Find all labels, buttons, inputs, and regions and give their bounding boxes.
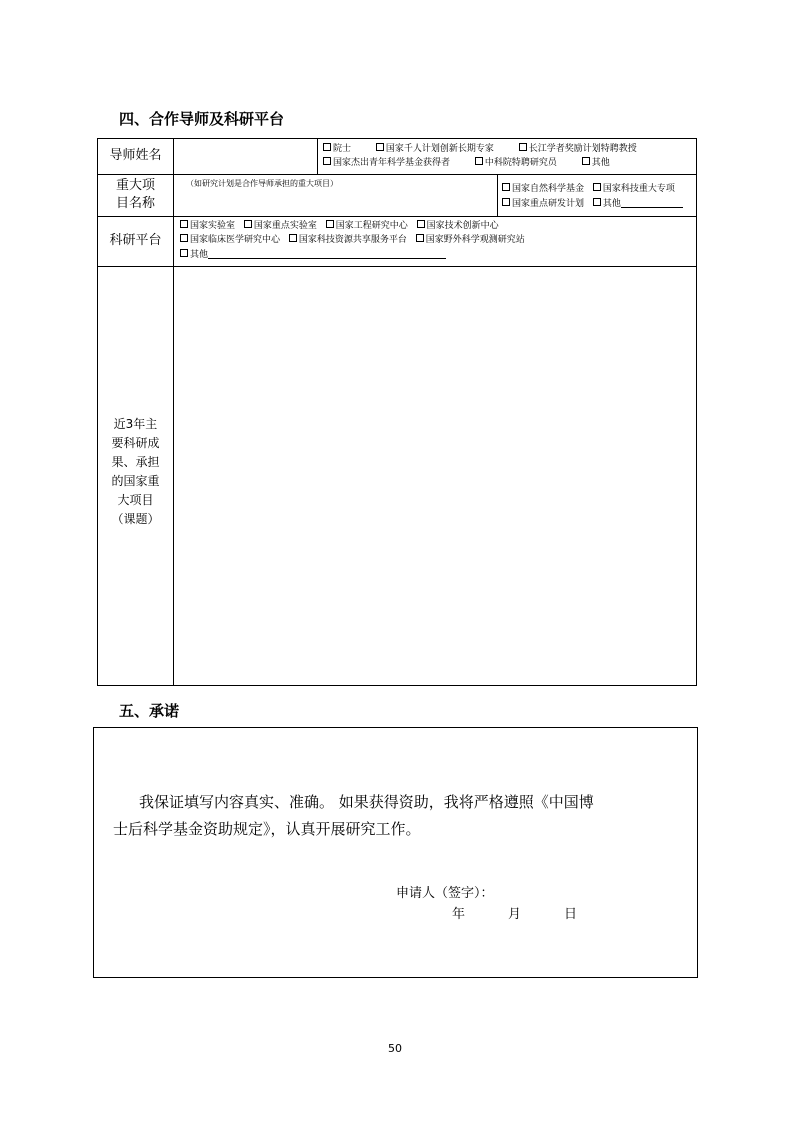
- option-other-platform[interactable]: 其他: [180, 248, 446, 262]
- page-number: 50: [388, 1042, 402, 1055]
- option-key-lab[interactable]: 国家重点实验室: [244, 220, 317, 233]
- checkbox-icon: [502, 198, 510, 206]
- option-thousand-talents[interactable]: 国家千人计划创新长期专家: [376, 143, 494, 156]
- applicant-signature-field[interactable]: [500, 880, 680, 900]
- option-key-rd[interactable]: 国家重点研发计划: [502, 198, 584, 211]
- checkbox-icon: [289, 234, 297, 242]
- pledge-text-line2: 士后科学基金资助规定》，认真开展研究工作。: [113, 820, 421, 838]
- achievements-label: 近3年主 要科研成 果、承担 的国家重 大项目 （课题）: [111, 417, 160, 526]
- other-platform-blank[interactable]: [208, 248, 446, 259]
- checkbox-icon: [593, 198, 601, 206]
- applicant-signature-label: 申请人（签字）：: [396, 886, 494, 901]
- checkbox-icon: [326, 220, 334, 228]
- checkbox-icon: [323, 143, 331, 151]
- checkbox-icon: [376, 143, 384, 151]
- mentor-name-label: 导师姓名: [109, 148, 162, 163]
- date-year-label: 年: [452, 907, 466, 922]
- major-project-label: 重大项 目名称: [115, 178, 155, 211]
- checkbox-icon: [180, 234, 188, 242]
- project-type-options-row2: [502, 197, 689, 211]
- option-academician[interactable]: 院士: [323, 143, 351, 156]
- option-resource-sharing[interactable]: 国家科技资源共享服务平台: [289, 234, 407, 247]
- platform-options-row2: [180, 234, 531, 247]
- option-eng-center[interactable]: 国家工程研究中心: [326, 220, 408, 233]
- option-other-project[interactable]: 其他: [593, 197, 683, 211]
- project-type-options-row1: [502, 183, 681, 196]
- option-changjiang-scholar[interactable]: 长江学者奖励计划特聘教授: [519, 143, 637, 156]
- pledge-text-line1: 我保证填写内容真实、准确。 如果获得资助，我将严格遵照《中国博: [139, 793, 594, 811]
- major-project-field[interactable]: [174, 190, 496, 216]
- checkbox-icon: [519, 143, 527, 151]
- checkbox-icon: [502, 183, 510, 191]
- pledge-box: [93, 727, 698, 978]
- date-month-label: 月: [508, 907, 522, 922]
- checkbox-icon: [593, 183, 601, 191]
- major-project-hint: （如研究计划是合作导师承担的重大项目）: [186, 179, 338, 188]
- option-nsfc[interactable]: 国家自然科学基金: [502, 183, 584, 196]
- option-major-special[interactable]: 国家科技重大专项: [593, 183, 675, 196]
- section-5-title: 五、承诺: [119, 702, 180, 720]
- checkbox-icon: [582, 157, 590, 165]
- section-4-title: 四、合作导师及科研平台: [119, 110, 285, 128]
- achievements-field[interactable]: [174, 267, 696, 685]
- checkbox-icon: [244, 220, 252, 228]
- research-platform-label: 科研平台: [109, 233, 162, 248]
- option-distinguished-young[interactable]: 国家杰出青年科学基金获得者: [323, 157, 450, 170]
- platform-options-row3: [180, 248, 452, 262]
- option-cas-professor[interactable]: 中科院特聘研究员: [475, 157, 557, 170]
- checkbox-icon: [417, 220, 425, 228]
- mentor-title-options-row1: [323, 143, 643, 156]
- checkbox-icon: [323, 157, 331, 165]
- checkbox-icon: [475, 157, 483, 165]
- option-clinical-center[interactable]: 国家临床医学研究中心: [180, 234, 280, 247]
- option-tech-innovation[interactable]: 国家技术创新中心: [417, 220, 499, 233]
- date-day-label: 日: [564, 907, 578, 922]
- checkbox-icon: [180, 249, 188, 257]
- mentor-name-field[interactable]: [174, 139, 317, 174]
- option-field-station[interactable]: 国家野外科学观测研究站: [416, 234, 525, 247]
- checkbox-icon: [416, 234, 424, 242]
- mentor-title-options-row2: [323, 157, 616, 170]
- option-other-title[interactable]: 其他: [582, 157, 610, 170]
- option-national-lab[interactable]: 国家实验室: [180, 220, 235, 233]
- other-project-blank[interactable]: [621, 197, 683, 208]
- checkbox-icon: [180, 220, 188, 228]
- platform-options-row1: [180, 220, 505, 233]
